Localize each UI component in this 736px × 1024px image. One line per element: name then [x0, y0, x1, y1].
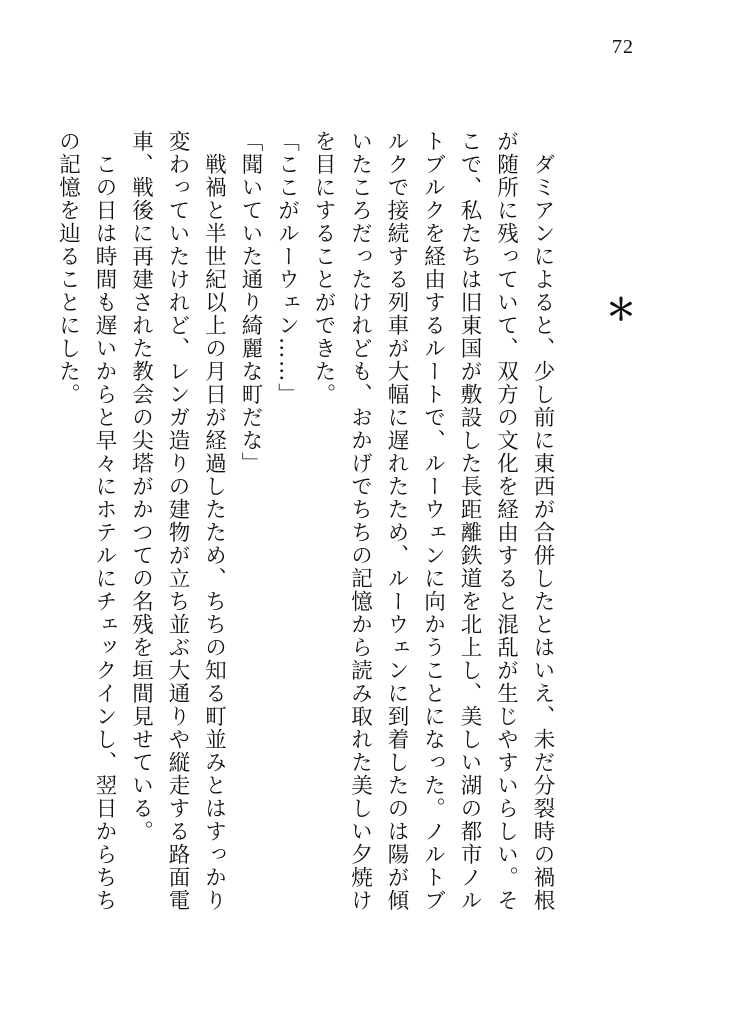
paragraph-town-description: 戦禍と半世紀以上の月日が経過したため、ちちの知る町並みとはすっかり変わっていたけれど、レンガ造りの建物が立ち並ぶ大通りや縦走する路面電車、戦後に再建された教会の尖塔がかつての名残を垣間見せている。: [128, 130, 227, 912]
section-break-asterisk: ＊: [606, 293, 636, 328]
page-number: 72: [612, 36, 634, 58]
paragraph-hotel-checkin: この日は時間も遅いからと早々にホテルにチェックインし、翌日からちちの記憶を辿ることにした。: [55, 130, 117, 912]
dialogue-line-2: 「聞いていた通り綺麗な町だな」: [238, 130, 263, 475]
vertical-body-text: [49, 130, 560, 930]
dialogue-line-1: 「ここがルーウェン……」: [274, 130, 300, 406]
paragraph-arrival-narration: ダミアンによると、少し前に東西が合併したとはいえ、未だ分裂時の禍根が随所に残っていて、双方の文化を経由すると混乱が生じやすいらしい。そこで、私たちは旧東国が敷設した長距離鉄道を北上し、美しい湖の都市ノルトブルクを経由するルートで、ルーウェンに向かうことになった。ノルトブルクで接続する列車が大幅に遅れたため、ルーウェンに到着したのは陽が傾いたころだったけれども、おかげでちちの記憶から読み取れた美しい夕焼けを目にすることができた。: [311, 130, 555, 912]
